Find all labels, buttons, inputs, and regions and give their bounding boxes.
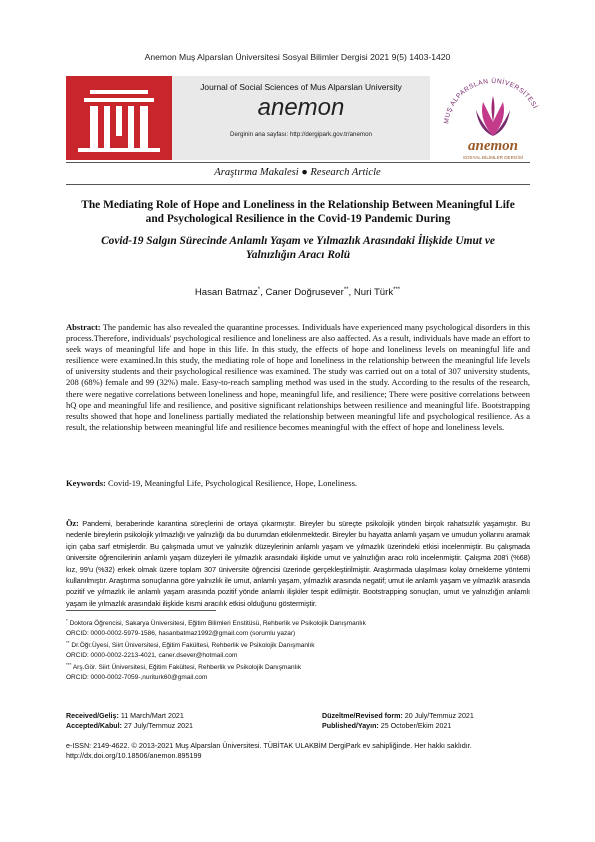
author-sep: , — [260, 287, 266, 299]
footnote-line — [66, 651, 530, 660]
oz-abstract — [66, 518, 530, 609]
author-name: Hasan Batmaz — [194, 287, 258, 299]
footnote-mark: *** — [66, 661, 72, 667]
revised-date — [322, 712, 474, 720]
footnote-mark: ** — [66, 639, 70, 645]
footnote-divider — [66, 610, 216, 611]
footnote-line — [66, 638, 530, 651]
accepted-date — [66, 722, 193, 730]
abstract-label: Abstract: — [66, 322, 101, 332]
footnote-text: Doktora Öğrencisi, Sakarya Üniversitesi, Eğitim Bilimleri Enstitüsü, Rehberlik ve Psikolojik Danışmanlık — [69, 620, 366, 628]
article-type: Araştırma Makalesi ● Research Article — [214, 167, 381, 178]
tulip-logo-icon — [436, 66, 550, 164]
footnote-text[interactable]: ORCID: 0000-0002-2213-4021, caner.dsever@hotmail.com — [66, 651, 238, 659]
footnote-line — [66, 660, 530, 673]
received-label: Received/Geliş: — [66, 712, 119, 720]
title-english: The Mediating Role of Hope and Loneliness in the Relationship Between Meaningful Life and Psychological Resilience in the Covid-19 Pandemic During — [81, 199, 515, 225]
author-mark: * — [257, 287, 261, 293]
revised-label: Düzeltme/Revised form: — [322, 712, 403, 720]
abstract — [66, 322, 530, 433]
received-value: 11 March/Mart 2021 — [120, 712, 184, 720]
abstract-text: The pandemic has also revealed the quarantine processes. Individuals have experienced many psychological disorders in this process.Therefore, individuals' psychological resilience and loneliness are also aaffected. As a result, individuals have made an effort to seek ways of meaningful life and hope in this life. In this study, the effects of hope and loneliness levels on meaningful life and resilience were examined.In this study, the mediating role of hope and loneliness in the relationship between the meaningful life levels of university students and their psychological resilience was examined. The study was carried out on a total of 307 university students, 208 (68%) female and 99 (32%) male. Easy-to-reach sampling method was used in the study. According to the results of the research, there were negative correlations between loneliness and hope, meaningful life, and resilience; There were positive correlations between hQ ope and meaningful life and resilience, and positive significant relationships between resilience and meaningful life. Bootstrapping results showed that hope and loneliness partially mediated the relationship between meaningful life and psychological resilience. As a result, the relationship between meaningful life and resilience becomes meaningful with the effect of hope and loneliness levels. — [66, 322, 530, 432]
footnote-line — [66, 616, 530, 629]
journal-citation: Anemon Muş Alparslan Üniversitesi Sosyal Bilimler Dergisi 2021 9(5) 1403-1420 — [144, 52, 451, 62]
oz-text: Pandemi, beraberinde karantina süreçlerini de ortaya çıkarmıştır. Bireyler bu süreçte psikolojik yönden birçok rahatsızlık yaşamıştır. Bu nedenle bireylerin psikolojik yılmazlığı ve yalnızlığı da bu durumdan etkilenmektedir. Bireyler bu hayatta anlamlı yaşam ve umudun yollarını aramak için çaba sarf etmişlerdir. Bu çalışmada umut ve yalnızlık düzeylerinin anlamlı yaşam ve yılmazlık üzerindeki etkisi incelenmiştir. Bu çalışmada üniversite öğrencilerinin anlamlı yaşam düzeyleri ile yılmazlık arasındaki ilişkide umut ve yalnızlığın aracı rolü incelenmiştir. Çalışma 208'i (%68) kız, 99'u (%32) erkek olmak üzere toplam 307 üniversite öğrencisi üzerinde gerçekleştirilmiştir. Araştırmada ulaşılması kolay örnekleme yöntemi kullanılmıştır. Araştırma sonuçlarına göre yalnızlık ile umut, anlamlı yaşam, yılmazlık arasında negatif; umut ile anlamlı yaşam ve yılmazlık arasında pozitif ve yılmazlık ile anlamlı yaşam arasında pozitif yönde anlamlı ilişkiler tespit edilmiştir. Bootstrapping sonuçları, umut ve yalnızlığın anlamlı yaşam ile yılmazlık arasındaki ilişkide kısmi aracılık etkisi olduğunu göstermiştir. — [66, 519, 530, 608]
footnote-line — [66, 673, 530, 682]
university-logo-left — [66, 76, 172, 160]
journal-banner — [172, 76, 430, 160]
published-value: 25 October/Ekim 2021 — [380, 722, 452, 730]
doi-link[interactable]: http://dx.doi.org/10.18506/anemon.895199 — [66, 750, 202, 760]
revised-value: 20 July/Temmuz 2021 — [404, 712, 474, 720]
footnote-text: Dr.Öğr.Üyesi, Siirt Üniversitesi, Eğitim Fakültesi, Rehberlik ve Psikolojik Danışmanlık — [71, 642, 315, 650]
footnote-text[interactable]: ORCID: 0000-0002-7059-,nuriturk60@gmail.com — [66, 673, 208, 681]
banner-website[interactable]: Derginin ana sayfası: http://dergipark.gov.tr/anemon — [230, 131, 372, 138]
published-date — [322, 722, 451, 730]
logo-sub: SOSYAL BİLİMLER DERGİSİ — [462, 155, 524, 160]
accepted-value: 27 July/Temmuz 2021 — [123, 722, 193, 730]
footnote-text[interactable]: ORCID: 0000-0002-5979-1586, hasanbatmaz1992@gmail.com (sorumlu yazar) — [66, 629, 296, 637]
m-logo-icon — [66, 76, 172, 160]
divider-bottom — [66, 184, 530, 185]
keywords-label: Keywords: — [66, 478, 106, 488]
keywords — [66, 478, 530, 488]
svg-text:MUŞ ALPARSLAN ÜNİVERSİTESİ — [443, 77, 540, 124]
banner-brand: anemon — [257, 94, 345, 121]
footnote-mark: * — [66, 618, 68, 623]
author-mark: ** — [343, 287, 349, 293]
logo-arc-text: MUŞ ALPARSLAN ÜNİVERSİTESİ — [443, 77, 539, 125]
university-logo-right — [436, 66, 550, 164]
author-list — [0, 287, 595, 298]
author-sep: , — [348, 287, 354, 299]
received-date — [66, 712, 184, 720]
oz-label: Öz: — [66, 519, 79, 528]
published-label: Published/Yayın: — [322, 722, 379, 730]
author-name: Caner Doğrusever — [265, 287, 344, 299]
author-mark: *** — [393, 287, 401, 293]
eissn-text: e-ISSN: 2149-4622. © 2013-2021 Muş Alparslan Üniversitesi. TÜBİTAK ULAKBİM DergiPark ev sahipliğinde. Her hakkı saklıdır. — [66, 741, 472, 750]
footnotes — [66, 616, 530, 682]
footnote-text: Arş.Gör. Siirt Üniversitesi, Eğitim Fakültesi, Rehberlik ve Psikolojik Danışmanlık — [72, 664, 302, 672]
footnote-line — [66, 629, 530, 638]
divider-top — [66, 162, 530, 163]
accepted-label: Accepted/Kabul: — [66, 722, 122, 730]
title-turkish: Covid-19 Salgın Sürecinde Anlamlı Yaşam ve Yılmazlık Arasındaki İlişkide Umut ve Yalnızlığın Aracı Rolü — [101, 235, 495, 261]
keywords-text: Covid-19, Meaningful Life, Psychological Resilience, Hope, Loneliness. — [108, 478, 358, 488]
banner-journal-name: Journal of Social Sciences of Mus Alparslan University — [200, 82, 402, 92]
logo-brand: anemon — [467, 138, 519, 154]
author-name: Nuri Türk — [353, 287, 394, 299]
eissn-notice — [66, 741, 530, 760]
